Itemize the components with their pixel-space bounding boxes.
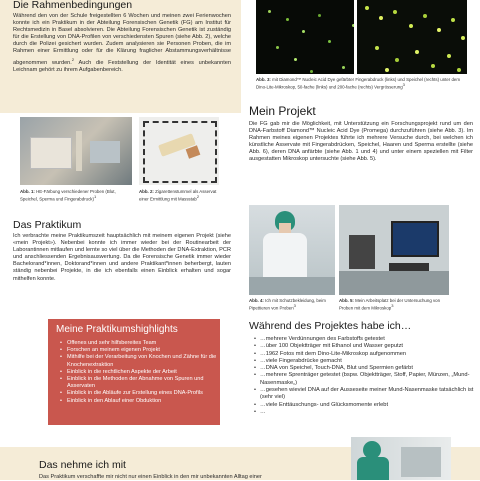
fig1-photo [20,117,132,185]
fig3-caption: Abb. 3: mit Diamond™ Nucleic Acid Dye gefärbter Fingerabdruck (links) und Speichel (rechts) unter dem Dino-Lite-Mikroskop, 50-fache (links) und 200-fache (rechts) Vergrösserung3 [256,77,461,90]
praktikum-text: Ich verbrachte meine Praktikumszeit hauptsächlich mit meinem eigenen Projekt (siehe «mein Projekt»). Nebenbei konnte ich immer wieder bei der Routinearbeit der Laborantinnen mitlaufen und lernte so viel über die Methoden der DNA-Extraktion, PCR und anschliessenden Ergebnisauswertung. Da die Forensische Genetik immer wieder Bachelorand*innen, Doktorand*innen und andere Praktikant*innen beherbergt, lauten ständig nebenbei Projekte, in die ich ebenfalls einen Einblick erhalten und sogar mithelfen konnte. [13,233,231,282]
fig5-photo [339,205,449,295]
highlight-item: • Mithilfe bei der Verarbeitung von Knochen und Zähne für die Knochenextraktion [67,354,223,368]
fig4-photo [249,205,335,295]
rahmen-heading: Die Rahmenbedingungen [13,0,133,11]
waehrend-item: • … [260,409,478,416]
highlight-item: • Einblick in die Methoden der Abnahme von Spuren und Asservaten [67,376,223,390]
rahmen-section [0,0,241,113]
nehme-heading: Das nehme ich mit [39,459,126,471]
fig4-caption: Abb. 4: Ich mit Schutzbekleidung, beim Pipettieren von Proben3 [249,298,326,311]
waehrend-list [254,336,478,416]
waehrend-item: • …mehrere Sprenträger getestet (bspw. Objektträger, Stoff, Papier, Münzen, „Mund- Nasenmaske„) [260,372,478,387]
fig2-caption: Abb. 2: Zigarettenstummel als Asservat einer Ermittlung mit Massstab2 [139,189,217,202]
highlight-item: • Forschen an meinem eigenen Projekt [67,347,223,354]
waehrend-item: • …DNA von Speichel, Touch-DNA, Blut und Spermien gefärbt [260,365,478,372]
fig3-left-photo [256,0,354,74]
fig1-caption: Abb. 1: HE-Färbung verschiedener Proben (Blut, Speichel, Sperma und Fingerabdruck)1 [20,189,116,202]
praktikum-heading: Das Praktikum [13,219,82,231]
highlights-box [48,319,220,425]
fig5-caption: Abb. 5: Mein Arbeitsplatz bei der Untersuchung von Proben mit dem Mikroskop3 [339,298,441,311]
rahmen-text: Während den von der Schule freigestellten 6 Wochen und meinen zwei Ferienwochen konnte ich ein Praktikum in der Abteilung Forensischen Genetik (FG) am Institut für Rechtsmedizin in Basel absolvieren. Die Abteilung Forensischen Genetik ist zuständig für die Erstellung von DNA-Profilen von verschiedensten Spuren (siehe Abb. 2), welche durch die Polizei gesichert wurden. Zudem analysieren sie Personen Proben, die im Rahmen einer Ermittlung oder für die Klärung fraglicher Abstammungsverhältnisse abgenommen wurden.$^2$ Auch die Feststellung der Identität eines unbekannten Leichnam gehört zu ihrem Aufgabenbereich. [13,13,231,73]
nehme-text: Das Praktikum verschaffte mir nicht nur einen Einblick in den mir unbekannten Alltag einer [39,474,262,480]
highlights-list [57,340,223,405]
waehrend-heading: Während des Projektes habe ich… [249,320,412,332]
highlight-item: • Offenes und sehr hilfsbereites Team [67,340,223,347]
fig6-photo [351,437,451,480]
waehrend-item: • …1962 Fotos mit dem Dino-Lite-Mikroskop aufgenommen [260,351,478,358]
projekt-text: Die FG gab mir die Möglichkeit, mit Unterstützung ein Forschungsprojekt rund um den DNA-Farbstoff Diamond™ Nucleic Acid Dye (Promega) durchzuführen (siehe Abb. 3). Im Rahmen meines eigenen Projektes führte ich mehrere Versuche durch, bei welchen ich künstliche Asservate mit Fingerabdrücken, Speichel, Haaren und Sperma erstellte (siehe Abb. 6), deren DNA anfärbte (siehe Abb. 1 und 4) und unter einem speziellen mit Filter ausgestatten Mikroskop untersuchte (siehe Abb. 5). [249,121,473,163]
waehrend-item: • …viele Enttäuschungs- und Glücksmomente erlebt [260,402,478,409]
highlight-item: • Einblick in den Ablauf einer Obduktion [67,398,223,405]
waehrend-item: • …gesehen wieviel DNA auf der Ausseseite meiner Mund-Nasenmaske tatsächlich ist (sehr viel) [260,387,478,402]
fig2-photo [139,117,219,185]
highlight-item: • Einblick in die Abläufe zur Erstellung eines DNA-Profils [67,390,223,397]
projekt-heading: Mein Projekt [249,104,316,118]
highlights-heading: Meine Praktikumshighlights [56,324,178,335]
waehrend-item: • …viele Fingerabdrücke gemacht [260,358,478,365]
highlight-item: • Einblick in die rechtlichen Aspekte der Arbeit [67,369,223,376]
fig3-right-photo [357,0,467,74]
waehrend-item: • …mehrere Verdünnungen des Farbstoffs getestet [260,336,478,343]
waehrend-item: • …über 100 Objektträger mit Ethanol und Wasser geputzt [260,343,478,350]
